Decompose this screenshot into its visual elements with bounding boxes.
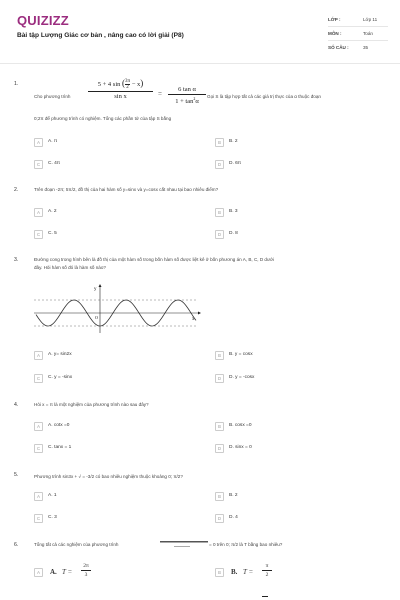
- meta-value: Toán: [363, 31, 373, 36]
- option-letter: D: [215, 230, 224, 239]
- option-text: B. 3: [229, 209, 238, 214]
- origin-label: O: [95, 315, 98, 320]
- question-number: 5.: [14, 472, 19, 478]
- option-letter: A: [34, 492, 43, 501]
- option-text: B. cosx =0: [229, 423, 252, 428]
- option-letter: C: [34, 374, 43, 383]
- meta-key: MÔN :: [328, 31, 342, 36]
- formula-rhs: [168, 86, 206, 105]
- option-text: C. 3: [48, 515, 57, 520]
- worksheet-meta: [328, 13, 388, 55]
- option-text: D. y = -cosx: [229, 375, 255, 380]
- option-text: A. cotx =0: [48, 423, 70, 428]
- option-text: B. 2: [229, 493, 238, 498]
- formula-lhs: 5 + 4 $\sin (\frac{3\pi}{2}$ − x) sin x: [88, 78, 153, 100]
- quizizz-logo: QUIZIZZ: [17, 13, 69, 28]
- question-text: Phương trình sin3x + √ = -3/2 có bao nhiêu nghiệm thuộc khoảng 0; π/2?: [34, 474, 183, 479]
- option-text: B.: [231, 568, 238, 576]
- option-text: D. 8: [229, 231, 238, 236]
- formula-text: 3π: [125, 79, 131, 85]
- page-title: Bài tập Lượng Giác cơ bản , nâng cao có lời giải (P8): [17, 32, 184, 39]
- option-text: A. 1: [48, 493, 57, 498]
- meta-key: LỚP :: [328, 17, 341, 22]
- option-letter: A: [34, 422, 43, 431]
- option-b[interactable]: [215, 563, 305, 590]
- option-letter: B: [215, 568, 224, 577]
- option-text: 2π: [83, 563, 89, 569]
- formula-text: 5 + 4 sin: [97, 81, 121, 88]
- x-axis-arrow-icon: [198, 312, 201, 315]
- option-letter: A: [34, 568, 43, 577]
- partial-fraction-bar: [262, 596, 268, 597]
- meta-row-subject: [328, 27, 388, 41]
- option-letter: A: [34, 138, 43, 147]
- question-text: Hỏi x = π là một nghiệm của phương trình nào sau đây?: [34, 402, 149, 407]
- question-tail: Gọi S là tập hợp tất cả các giá trị thực của α thuộc đoạn: [207, 94, 321, 99]
- option-letter: B: [215, 492, 224, 501]
- formula-text: sin x: [114, 92, 127, 100]
- sine-graph: [32, 283, 202, 335]
- option-text: A. y= sin2x: [48, 352, 72, 357]
- question-text: Đường cong trong hình bên là đồ thị của một hàm số trong bốn hàm số được liệt kê ở bốn phương án A, B, C, D dưới: [34, 257, 275, 262]
- question-1-formula: 5 + 4 $\sin (\frac{3\pi}{2}$ − x) sin x = 6 tan α $1 + \tan^2\alpha$: [88, 78, 206, 114]
- option-letter: D: [215, 444, 224, 453]
- question-6-formula: [160, 540, 208, 550]
- option-text: A. π: [48, 139, 58, 144]
- formula-text: − x: [131, 81, 141, 88]
- meta-row-count: [328, 41, 388, 55]
- option-text: C. y = -sinx: [48, 375, 73, 380]
- meta-value: 35: [363, 45, 369, 50]
- y-axis-label: y: [94, 287, 97, 292]
- option-letter: D: [215, 160, 224, 169]
- formula-text: 6 tan α: [178, 86, 196, 93]
- header-divider: [0, 63, 400, 64]
- question-number: 6.: [14, 542, 19, 548]
- option-text: π: [265, 563, 269, 569]
- option-text: D. 6π: [229, 161, 242, 166]
- option-letter: C: [34, 514, 43, 523]
- question-number: 1.: [14, 81, 19, 87]
- option-letter: B: [215, 351, 224, 360]
- option-text: 3: [84, 571, 88, 578]
- meta-row-grade: [328, 13, 388, 27]
- question-text: = 0 trên 0; π/2 là T bằng bao nhiêu?: [209, 542, 283, 547]
- option-letter: A: [34, 208, 43, 217]
- option-letter: A: [34, 351, 43, 360]
- option-text: A. 2: [48, 209, 57, 214]
- option-text: D. sinx = 0: [229, 445, 252, 450]
- option-text: C. 4π: [48, 161, 61, 166]
- meta-key: SỐ CÂU :: [328, 45, 349, 50]
- option-a[interactable]: [34, 563, 124, 590]
- question-text: Tổng tất cả các nghiệm của phương trình: [34, 542, 119, 547]
- question-number: 2.: [14, 187, 19, 193]
- formula-text: 2: [193, 95, 196, 101]
- question-number: 4.: [14, 402, 19, 408]
- option-letter: D: [215, 374, 224, 383]
- question-text: Trên đoạn -2π; 5π/2, đồ thị của hai hàm số y=sinx và y=cosx cắt nhau tại bao nhiêu điểm?: [34, 187, 219, 192]
- formula-text: 2: [126, 85, 129, 91]
- option-text: T =: [62, 568, 73, 576]
- question-text: 0;2π để phương trình có nghiệm. Tổng các phần tử của tập S bằng: [34, 116, 172, 121]
- question-number: 3.: [14, 257, 19, 263]
- option-letter: D: [215, 514, 224, 523]
- formula-text: α: [195, 97, 199, 105]
- option-text: D. 4: [229, 515, 238, 520]
- option-text: C. 5: [48, 231, 57, 236]
- option-letter: C: [34, 230, 43, 239]
- question-text: đây. Hỏi hàm số đó là hàm số nào?: [34, 265, 106, 270]
- option-letter: B: [215, 422, 224, 431]
- option-text: 2: [265, 571, 269, 578]
- y-axis-arrow-icon: [99, 284, 102, 287]
- option-letter: B: [215, 208, 224, 217]
- option-text: C. tanx = 1: [48, 445, 72, 450]
- option-letter: B: [215, 138, 224, 147]
- option-letter: C: [34, 160, 43, 169]
- option-text: A.: [50, 568, 57, 576]
- option-text: B. y = cosx: [229, 352, 253, 357]
- option-letter: C: [34, 444, 43, 453]
- formula-text: 1 + tan: [175, 97, 194, 105]
- x-axis-label: x: [192, 317, 195, 322]
- option-text: B. 2: [229, 139, 238, 144]
- option-text: T =: [243, 568, 254, 576]
- meta-value: Lớp 11: [363, 17, 378, 22]
- question-lead: Cho phương trình: [34, 94, 71, 99]
